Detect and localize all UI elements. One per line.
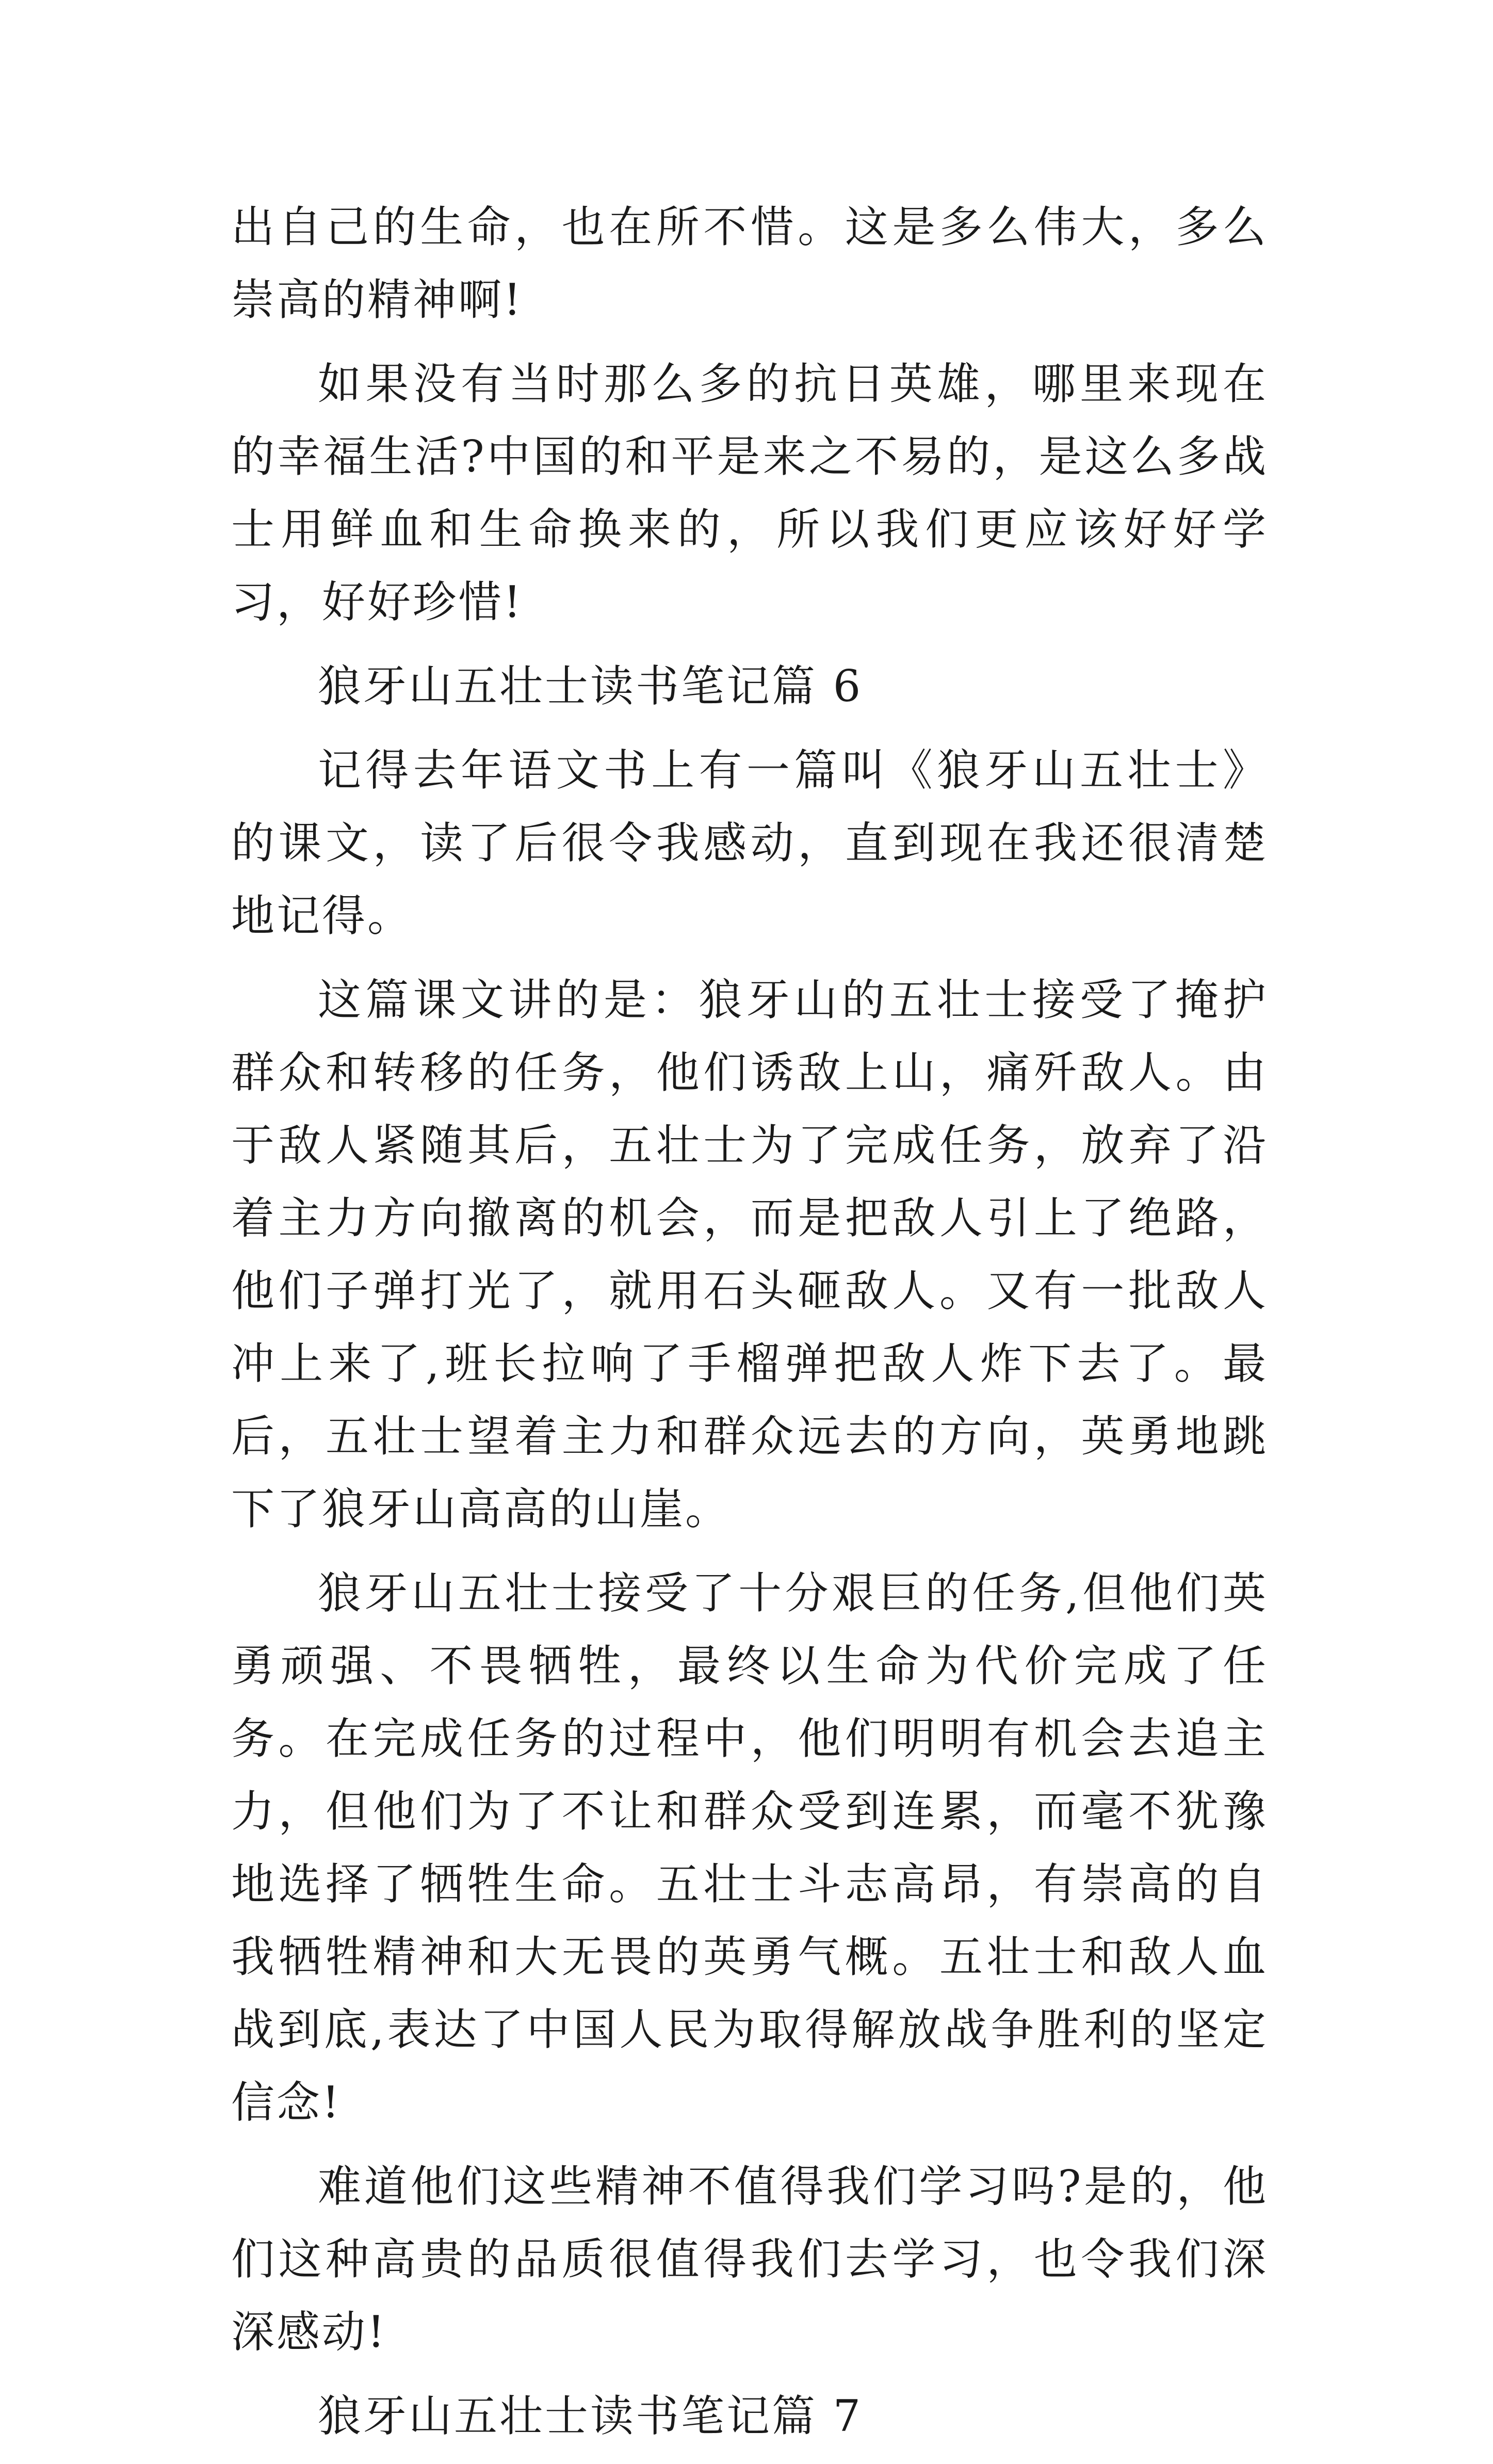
document-body [231,191,1268,2464]
paragraph: 记得去年语文书上有一篇叫《狼牙山五壮士》的课文，读了后很令我感动，直到现在我还很清楚地记得。 [231,745,1268,941]
paragraph: 如果没有当时那么多的抗日英雄，哪里来现在的幸福生活?中国的和平是来之不易的，是这么多战士用鲜血和生命换来的，所以我们更应该好好学习，好好珍惜! [231,359,1268,627]
section-heading-6: 狼牙山五壮士读书笔记篇 6 [318,661,863,711]
paragraph: 狼牙山五壮士接受了十分艰巨的任务,但他们英勇顽强、不畏牺牲，最终以生命为代价完成了任务。在完成任务的过程中，他们明明有机会去追主力，但他们为了不让和群众受到连累，而毫不犹豫地选择了牺牲生命。五壮士斗志高昂，有崇高的自我牺牲精神和大无畏的英勇气概。五壮士和敌人血战到底,表达了中国人民为取得解放战争胜利的坚定信念! [231,1568,1268,2128]
paragraph: 这篇课文讲的是：狼牙山的五壮士接受了掩护群众和转移的任务，他们诱敌上山，痛歼敌人。由于敌人紧随其后，五壮士为了完成任务，放弃了沿着主力方向撤离的机会，而是把敌人引上了绝路，他们子弹打光了，就用石头砸敌人。又有一批敌人冲上来了,班长拉响了手榴弹把敌人炸下去了。最后，五壮士望着主力和群众远去的方向，英勇地跳下了狼牙山高高的山崖。 [231,975,1268,1534]
section-heading-7: 狼牙山五壮士读书笔记篇 7 [318,2391,863,2441]
paragraph-continuation: 出自己的生命，也在所不惜。这是多么伟大，多么崇高的精神啊! [231,202,1268,325]
paragraph: 难道他们这些精神不值得我们学习吗?是的，他们这种高贵的品质很值得我们去学习，也令我们深深感动! [231,2161,1268,2357]
